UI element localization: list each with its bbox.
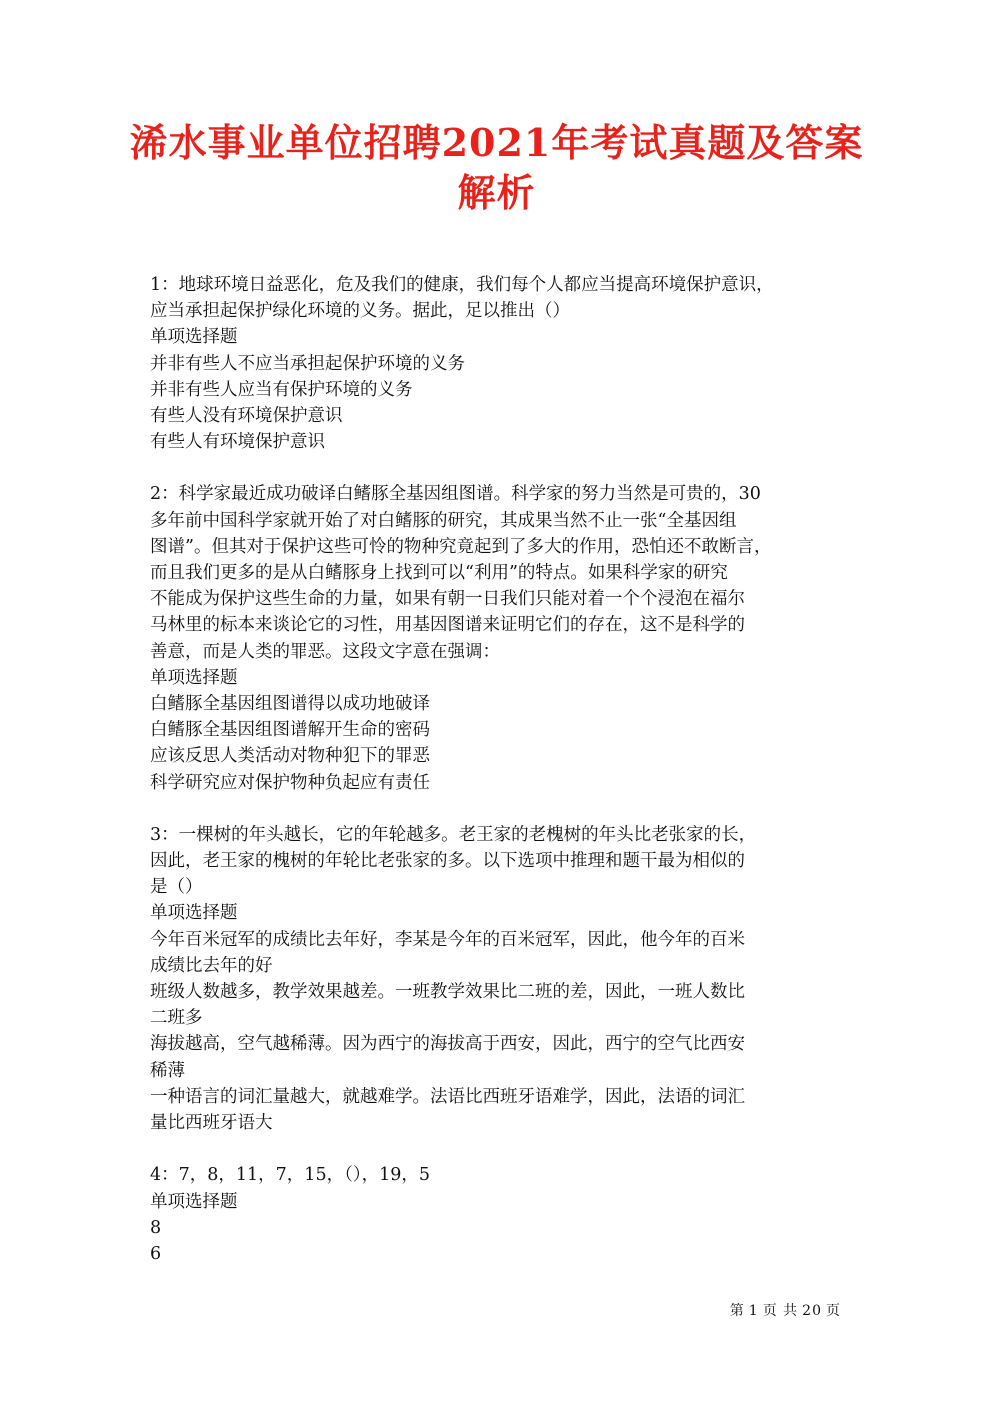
answer-option: 白鳍豚全基因组图谱解开生命的密码 — [150, 720, 430, 741]
question-type: 单项选择题 — [150, 667, 238, 688]
question-stem: 善意，而是人类的罪恶。这段文字意在强调： — [150, 641, 500, 662]
answer-option: 8 — [150, 1217, 162, 1238]
question-type: 单项选择题 — [150, 903, 238, 924]
question-stem: 应当承担起保护绿化环境的义务。据此，足以推出（） — [150, 301, 570, 322]
footer-mid: 页 共 — [762, 1303, 799, 1319]
question-stem: 而且我们更多的是从白鳍豚身上找到可以“利用”的特点。如果科学家的研究 — [150, 563, 728, 584]
title-line-1: 浠水事业单位招聘2021年考试真题及答案 — [129, 120, 864, 165]
answer-option: 稀薄 — [150, 1060, 185, 1081]
question-type: 单项选择题 — [150, 1191, 238, 1212]
footer-suffix: 页 — [826, 1303, 841, 1319]
question-stem: 图谱”。但其对于保护这些可怜的物种究竟起到了多大的作用，恐怕还不敢断言， — [150, 536, 772, 557]
question-stem: 是（） — [150, 877, 203, 898]
question-stem: 3：一棵树的年头越长，它的年轮越多。老王家的老槐树的年头比老张家的长， — [150, 824, 757, 845]
title-line-2: 解析 — [457, 170, 536, 215]
answer-option: 科学研究应对保护物种负起应有责任 — [150, 772, 430, 793]
footer-prefix: 第 — [729, 1303, 745, 1319]
answer-option: 有些人有环境保护意识 — [150, 432, 325, 453]
answer-option: 量比西班牙语大 — [150, 1113, 273, 1134]
page-footer — [728, 1300, 843, 1320]
answer-option: 二班多 — [150, 1008, 203, 1029]
question-stem: 4：7，8，11，7，15，（），19，5 — [150, 1165, 430, 1186]
question-stem: 2：科学家最近成功破译白鳍豚全基因组图谱。科学家的努力当然是可贵的，30 — [150, 484, 761, 505]
answer-option: 并非有些人不应当承担起保护环境的义务 — [150, 353, 465, 374]
answer-option: 并非有些人应当有保护环境的义务 — [150, 379, 413, 400]
question-3 — [150, 822, 865, 1136]
answer-option: 白鳍豚全基因组图谱得以成功地破译 — [150, 694, 430, 715]
document-title — [100, 118, 893, 218]
question-stem: 不能成为保护这些生命的力量，如果有朝一日我们只能对着一个个浸泡在福尔 — [150, 589, 745, 610]
question-2 — [150, 481, 865, 795]
answer-option: 成绩比去年的好 — [150, 955, 273, 976]
question-stem: 马林里的标本来谈论它的习性，用基因图谱来证明它们的存在，这不是科学的 — [150, 615, 745, 636]
current-page-number: 1 — [748, 1303, 759, 1319]
question-stem: 1：地球环境日益恶化，危及我们的健康，我们每个人都应当提高环境保护意识， — [150, 275, 774, 295]
answer-option: 有些人没有环境保护意识 — [150, 406, 343, 427]
document-body — [150, 272, 865, 1293]
question-1 — [150, 272, 865, 455]
question-4 — [150, 1162, 865, 1267]
answer-option: 今年百米冠军的成绩比去年好，李某是今年的百米冠军，因此，他今年的百米 — [150, 929, 745, 950]
answer-option: 一种语言的词汇量越大，就越难学。法语比西班牙语难学，因此，法语的词汇 — [150, 1086, 745, 1107]
question-stem: 多年前中国科学家就开始了对白鳍豚的研究，其成果当然不止一张“全基因组 — [150, 510, 737, 531]
answer-option: 班级人数越多，教学效果越差。一班教学效果比二班的差，因此，一班人数比 — [150, 982, 745, 1003]
question-stem: 因此，老王家的槐树的年轮比老张家的多。以下选项中推理和题干最为相似的 — [150, 851, 745, 872]
answer-option: 6 — [150, 1243, 162, 1264]
question-type: 单项选择题 — [150, 327, 238, 348]
answer-option: 海拔越高，空气越稀薄。因为西宁的海拔高于西安，因此，西宁的空气比西安 — [150, 1034, 745, 1055]
total-pages: 20 — [802, 1303, 822, 1319]
answer-option: 应该反思人类活动对物种犯下的罪恶 — [150, 746, 430, 767]
